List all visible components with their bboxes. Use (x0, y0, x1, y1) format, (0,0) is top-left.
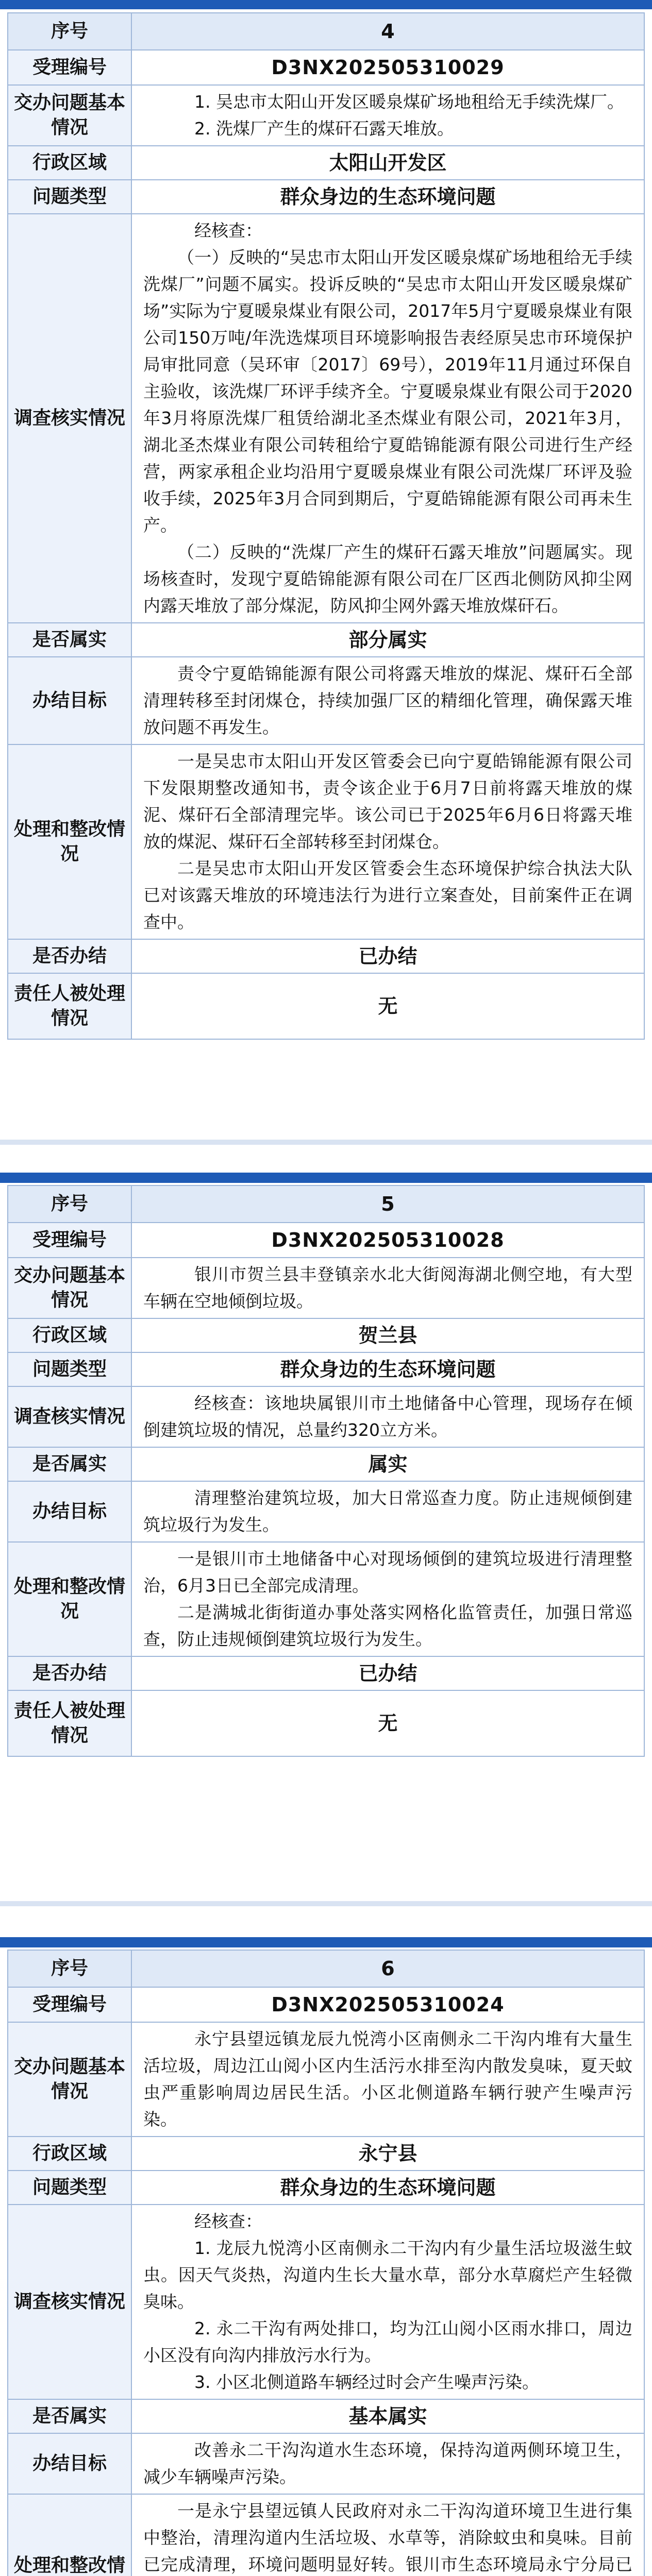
row-goal (8, 1481, 644, 1542)
value-id: D3NX202505310028 (131, 1223, 644, 1258)
row-region (8, 146, 644, 180)
label-investigation: 调查核实情况 (8, 2205, 131, 2399)
row-handling (8, 1542, 644, 1656)
row-id (8, 50, 644, 85)
case-table-4 (7, 12, 645, 1040)
investigation-para: 3. 小区北侧道路车辆经过时会产生噪声污染。 (194, 2372, 539, 2392)
row-investigation (8, 1386, 644, 1447)
row-accountability (8, 1690, 644, 1756)
row-closed (8, 1656, 644, 1690)
row-goal (8, 657, 644, 744)
label-basic: 交办问题基本情况 (8, 1258, 131, 1318)
value-accountability: 无 (131, 973, 644, 1039)
label-type: 问题类型 (8, 180, 131, 214)
label-goal: 办结目标 (8, 2433, 131, 2494)
row-accountability (8, 973, 644, 1039)
row-investigation (8, 214, 644, 623)
row-handling (8, 744, 644, 939)
value-type: 群众身边的生态环境问题 (131, 2171, 644, 2205)
investigation-para: （一）反映的“吴忠市太阳山开发区暖泉煤矿场地租给无手续洗煤厂”问题不属实。投诉反映的“吴忠市太阳山开发区暖泉煤矿场”实际为宁夏暖泉煤业有限公司，2017年5月宁夏暖泉煤业有限公司150万吨/年洗选煤项目环境影响报告表经原吴忠市环境保护局审批同意（吴环审〔2017〕69号），2019年11月通过环保自主验收，该洗煤厂环评手续齐全。宁夏暖泉煤业有限公司于2020年3月将原洗煤厂租赁给湖北圣杰煤业有限公司，2021年3月，湖北圣杰煤业有限公司转租给宁夏皓锦能源有限公司进行生产经营，两家承租企业均沿用宁夏暖泉煤业有限公司洗煤厂环评及验收手续，2025年3月合同到期后，宁夏皓锦能源有限公司再未生产。 (143, 247, 632, 535)
value-truth: 部分属实 (131, 623, 644, 657)
value-basic (131, 85, 644, 146)
value-basic (131, 1258, 644, 1318)
label-goal: 办结目标 (8, 1481, 131, 1542)
row-seq (8, 1185, 644, 1223)
value-closed: 已办结 (131, 1656, 644, 1690)
row-truth (8, 623, 644, 657)
value-seq: 5 (131, 1185, 644, 1223)
handling-para: 一是永宁县望远镇人民政府对永二干沟沟道环境卫生进行集中整治，清理沟道内生活垃圾、水草等，消除蚊虫和臭味。目前已完成清理，环境问题明显好转。银川市生态环境局永宁分局已 (143, 2501, 632, 2574)
value-region: 贺兰县 (131, 1318, 644, 1352)
row-basic (8, 2022, 644, 2137)
value-closed: 已办结 (131, 939, 644, 973)
investigation-para: （二）反映的“洗煤厂产生的煤矸石露天堆放”问题属实。现场核查时，发现宁夏皓锦能源有限公司在厂区西北侧防风抑尘网内露天堆放了部分煤泥，防风抑尘网外露天堆放煤矸石。 (143, 542, 632, 616)
value-handling (131, 1542, 644, 1656)
value-accountability: 无 (131, 1690, 644, 1756)
row-investigation (8, 2205, 644, 2399)
label-seq: 序号 (8, 13, 131, 50)
goal-text: 责令宁夏皓锦能源有限公司将露天堆放的煤泥、煤矸石全部清理转移至封闭煤仓，持续加强厂区的精细化管理，确保露天堆放问题不再发生。 (143, 664, 632, 737)
label-type: 问题类型 (8, 2171, 131, 2205)
row-basic (8, 85, 644, 146)
label-seq: 序号 (8, 1950, 131, 1987)
label-truth: 是否属实 (8, 1447, 131, 1481)
case-table-6 (7, 1950, 645, 2576)
row-seq (8, 13, 644, 50)
row-handling (8, 2494, 644, 2576)
value-basic (131, 2022, 644, 2137)
value-region: 永宁县 (131, 2137, 644, 2171)
row-type (8, 180, 644, 214)
label-investigation: 调查核实情况 (8, 214, 131, 623)
row-closed (8, 939, 644, 973)
label-goal: 办结目标 (8, 657, 131, 744)
value-region: 太阳山开发区 (131, 146, 644, 180)
section-band (0, 1173, 652, 1183)
handling-para: 一是银川市土地储备中心对现场倾倒的建筑垃圾进行清理整治，6月3日已全部完成清理。 (143, 1549, 632, 1596)
value-handling (131, 744, 644, 939)
investigation-para: 经核查：该地块属银川市土地储备中心管理，现场存在倾倒建筑垃圾的情况，总量约320立方米。 (143, 1393, 632, 1440)
label-id: 受理编号 (8, 50, 131, 85)
value-goal (131, 1481, 644, 1542)
label-truth: 是否属实 (8, 623, 131, 657)
handling-para: 二是满城北街街道办事处落实网格化监管责任，加强日常巡查，防止违规倾倒建筑垃圾行为发生。 (143, 1602, 632, 1649)
handling-para: 一是吴忠市太阳山开发区管委会已向宁夏皓锦能源有限公司下发限期整改通知书，责令该企业于6月7日前将露天堆放的煤泥、煤矸石全部清理完毕。该公司已于2025年6月6日将露天堆放的煤泥、煤矸石全部转移至封闭煤仓。 (143, 751, 632, 852)
handling-para: 二是吴忠市太阳山开发区管委会生态环境保护综合执法大队已对该露天堆放的环境违法行为进行立案查处，目前案件正在调查中。 (143, 858, 632, 932)
label-basic: 交办问题基本情况 (8, 85, 131, 146)
value-type: 群众身边的生态环境问题 (131, 180, 644, 214)
value-truth: 属实 (131, 1447, 644, 1481)
label-handling: 处理和整改情 (8, 2494, 131, 2576)
row-seq (8, 1950, 644, 1987)
label-region: 行政区域 (8, 1318, 131, 1352)
label-accountability: 责任人被处理情况 (8, 973, 131, 1039)
row-type (8, 1352, 644, 1386)
label-handling: 处理和整改情况 (8, 744, 131, 939)
row-basic (8, 1258, 644, 1318)
value-type: 群众身边的生态环境问题 (131, 1352, 644, 1386)
investigation-para: 经核查： (194, 2211, 262, 2231)
investigation-para: 经核查： (194, 221, 262, 241)
label-id: 受理编号 (8, 1987, 131, 2022)
basic-line: 1. 吴忠市太阳山开发区暖泉煤矿场地租给无手续洗煤厂。 (194, 92, 624, 112)
investigation-para: 2. 永二干沟有两处排口，均为江山阅小区雨水排口，周边小区没有向沟内排放污水行为。 (143, 2318, 632, 2365)
value-seq: 6 (131, 1950, 644, 1987)
basic-line: 银川市贺兰县丰登镇亲水北大街阅海湖北侧空地，有大型车辆在空地倾倒垃圾。 (143, 1264, 632, 1311)
value-handling (131, 2494, 644, 2576)
label-closed: 是否办结 (8, 1656, 131, 1690)
label-region: 行政区域 (8, 2137, 131, 2171)
case-table-5 (7, 1185, 645, 1757)
value-investigation (131, 1386, 644, 1447)
value-goal (131, 657, 644, 744)
goal-text: 清理整治建筑垃圾，加大日常巡查力度。防止违规倾倒建筑垃圾行为发生。 (143, 1488, 632, 1535)
section-divider (0, 1901, 652, 1906)
value-id: D3NX202505310024 (131, 1987, 644, 2022)
row-truth (8, 2399, 644, 2433)
top-accent-bar (0, 0, 652, 9)
basic-line: 永宁县望远镇龙辰九悦湾小区南侧永二干沟内堆有大量生活垃圾，周边江山阅小区内生活污水排至沟内散发臭味，夏天蚊虫严重影响周边居民生活。小区北侧道路车辆行驶产生噪声污染。 (143, 2029, 632, 2129)
row-region (8, 1318, 644, 1352)
value-investigation (131, 214, 644, 623)
row-type (8, 2171, 644, 2205)
label-seq: 序号 (8, 1185, 131, 1223)
label-truth: 是否属实 (8, 2399, 131, 2433)
value-goal (131, 2433, 644, 2494)
investigation-para: 1. 龙辰九悦湾小区南侧永二干沟内有少量生活垃圾滋生蚊虫。因天气炎热，沟道内生长大量水草，部分水草腐烂产生轻微臭味。 (143, 2238, 632, 2312)
row-id (8, 1223, 644, 1258)
label-id: 受理编号 (8, 1223, 131, 1258)
label-closed: 是否办结 (8, 939, 131, 973)
row-goal (8, 2433, 644, 2494)
label-region: 行政区域 (8, 146, 131, 180)
value-truth: 基本属实 (131, 2399, 644, 2433)
label-accountability: 责任人被处理情况 (8, 1690, 131, 1756)
row-region (8, 2137, 644, 2171)
section-band (0, 1937, 652, 1947)
row-id (8, 1987, 644, 2022)
goal-text: 改善永二干沟沟道水生态环境，保持沟道两侧环境卫生，减少车辆噪声污染。 (143, 2440, 632, 2487)
basic-line: 2. 洗煤厂产生的煤矸石露天堆放。 (194, 118, 454, 139)
value-seq: 4 (131, 13, 644, 50)
value-id: D3NX202505310029 (131, 50, 644, 85)
label-type: 问题类型 (8, 1352, 131, 1386)
value-investigation (131, 2205, 644, 2399)
label-basic: 交办问题基本情况 (8, 2022, 131, 2137)
label-investigation: 调查核实情况 (8, 1386, 131, 1447)
section-divider (0, 1140, 652, 1145)
label-handling: 处理和整改情况 (8, 1542, 131, 1656)
row-truth (8, 1447, 644, 1481)
